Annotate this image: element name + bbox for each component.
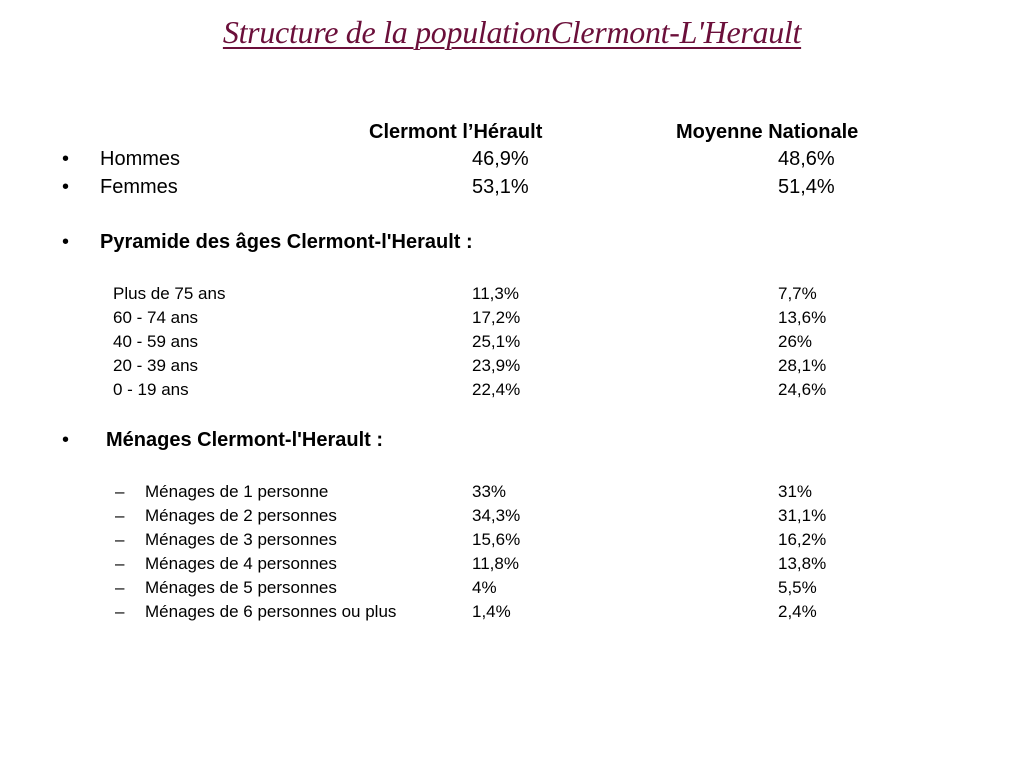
dash-icon: –	[115, 482, 125, 501]
dash-icon: –	[115, 602, 125, 621]
household-row-national: 16,2%	[778, 530, 827, 549]
value-local-femmes: 53,1%	[472, 176, 529, 198]
slide-title: Structure de la populationClermont-L'Herault	[222, 14, 802, 50]
household-row-local: 11,8%	[472, 554, 519, 573]
value-national-hommes: 48,6%	[778, 148, 835, 170]
age-row-label: Plus de 75 ans	[113, 284, 226, 303]
dash-icon: –	[115, 530, 125, 549]
age-row-local: 22,4%	[472, 380, 521, 399]
household-row-national: 31,1%	[778, 506, 827, 525]
age-row-national: 26%	[778, 332, 813, 351]
age-pyramid-heading: Pyramide des âges Clermont-l'Herault :	[100, 231, 473, 253]
dash-icon: –	[115, 554, 125, 573]
value-local-hommes: 46,9%	[472, 148, 529, 170]
age-row-local: 11,3%	[472, 284, 519, 303]
household-row-local: 4%	[472, 578, 497, 597]
household-row-label: Ménages de 2 personnes	[145, 506, 337, 525]
age-row-label: 40 - 59 ans	[113, 332, 199, 351]
households-heading: Ménages Clermont-l'Herault :	[106, 429, 384, 451]
row-label-femmes: Femmes	[100, 176, 178, 198]
dash-icon: –	[115, 578, 125, 597]
household-row-label: Ménages de 5 personnes	[145, 578, 337, 597]
column-header-national: Moyenne Nationale	[676, 121, 859, 143]
household-row-label: Ménages de 4 personnes	[145, 554, 337, 573]
age-row-label: 20 - 39 ans	[113, 356, 199, 375]
age-row-national: 24,6%	[778, 380, 827, 399]
age-row-label: 60 - 74 ans	[113, 308, 199, 327]
household-row-local: 34,3%	[472, 506, 521, 525]
bullet-icon: •	[62, 429, 70, 451]
age-row-national: 7,7%	[778, 284, 817, 303]
household-row-local: 1,4%	[472, 602, 511, 621]
age-row-national: 28,1%	[778, 356, 827, 375]
bullet-icon: •	[62, 176, 70, 198]
value-national-femmes: 51,4%	[778, 176, 835, 198]
row-label-hommes: Hommes	[100, 148, 181, 170]
bullet-icon: •	[62, 231, 70, 253]
bullet-icon: •	[62, 148, 70, 170]
dash-icon: –	[115, 506, 125, 525]
age-row-local: 17,2%	[472, 308, 521, 327]
column-header-local: Clermont l’Hérault	[369, 121, 543, 143]
age-row-label: 0 - 19 ans	[113, 380, 189, 399]
age-row-local: 23,9%	[472, 356, 521, 375]
household-row-local: 15,6%	[472, 530, 521, 549]
household-row-national: 5,5%	[778, 578, 817, 597]
age-row-national: 13,6%	[778, 308, 827, 327]
household-row-national: 13,8%	[778, 554, 827, 573]
household-row-label: Ménages de 3 personnes	[145, 530, 337, 549]
household-row-local: 33%	[472, 482, 507, 501]
household-row-national: 2,4%	[778, 602, 817, 621]
age-row-local: 25,1%	[472, 332, 521, 351]
household-row-label: Ménages de 1 personne	[145, 482, 329, 501]
household-row-label: Ménages de 6 personnes ou plus	[145, 602, 397, 621]
household-row-national: 31%	[778, 482, 813, 501]
